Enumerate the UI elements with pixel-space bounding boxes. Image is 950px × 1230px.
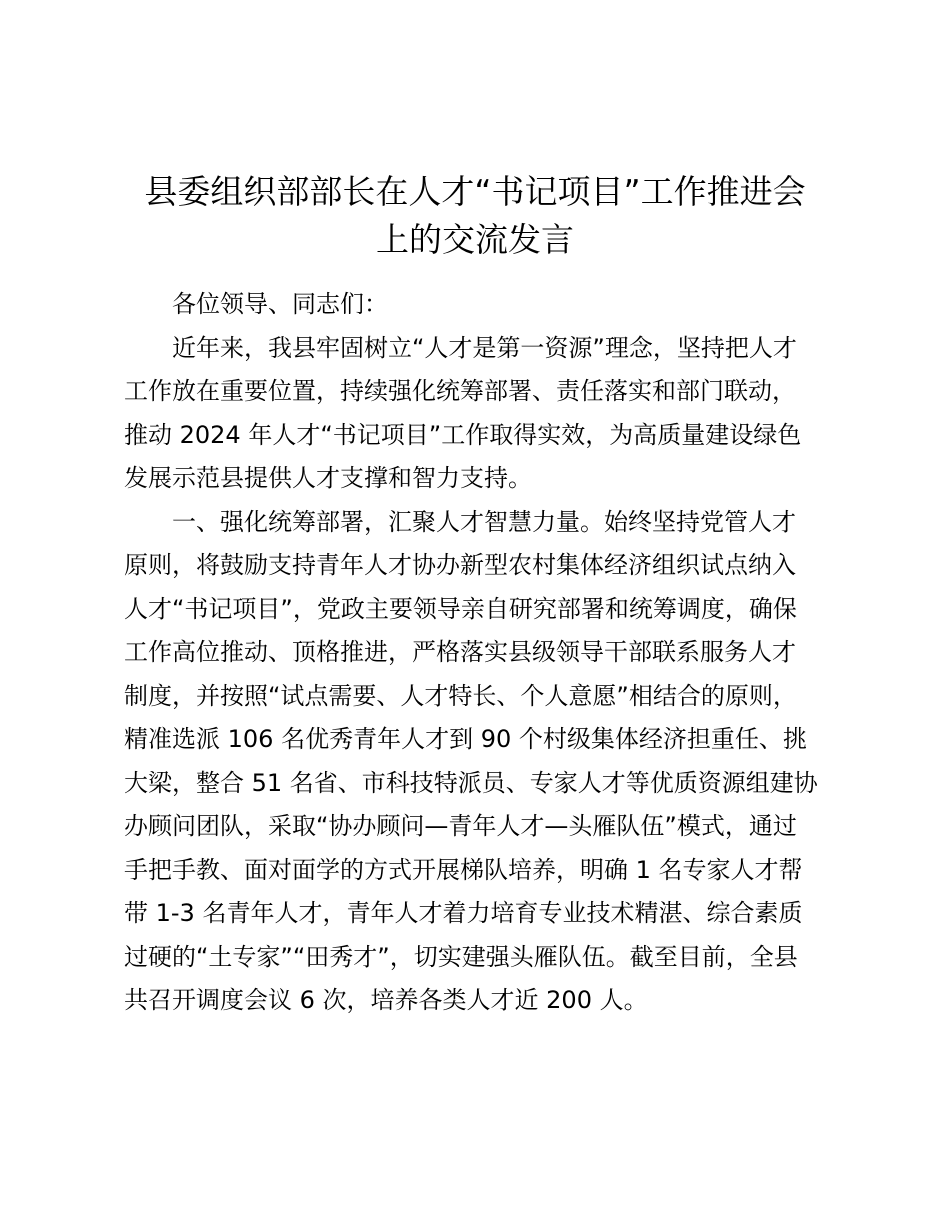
paragraph-line: 工作放在重要位置，持续强化统筹部署、责任落实和部门联动， (124, 377, 796, 405)
paragraph-line: 近年来，我县牢固树立“人才是第一资源”理念，坚持把人才 (172, 333, 797, 362)
title-line: 县委组织部部长在人才“书记项目”工作推进会 (144, 172, 806, 211)
paragraph-intro (124, 327, 836, 501)
paragraph-line: 一、强化统筹部署，汇聚人才智慧力量。始终坚持党管人才 (172, 507, 796, 536)
paragraph-line: 办顾问团队，采取“协办顾问—青年人才—头雁队伍”模式，通过 (124, 812, 797, 840)
title-line: 上的交流发言 (376, 220, 574, 259)
paragraph-line: 精准选派 106 名优秀青年人才到 90 个村级集体经济担重任、挑 (124, 725, 807, 753)
paragraph-line: 制度，并按照“试点需要、人才特长、个人意愿”相结合的原则， (124, 681, 797, 710)
paragraph-line: 人才“书记项目”，党政主要领导亲自研究部署和统筹调度，确保 (124, 594, 797, 623)
paragraph-line: 过硬的“土专家”“田秀才”，切实建强头雁队伍。截至目前，全县 (124, 942, 798, 971)
paragraph-line: 带 1-3 名青年人才，青年人才着力培育专业技术精湛、综合素质 (124, 899, 803, 927)
paragraph-line: 手把手教、面对面学的方式开展梯队培养，明确 1 名专家人才帮 (124, 855, 803, 884)
paragraph-line: 发展示范县提供人才支撑和智力支持。 (124, 464, 532, 492)
document-title (120, 168, 830, 264)
paragraph-line: 推动 2024 年人才“书记项目”工作取得实效，为高质量建设绿色 (124, 420, 802, 449)
paragraph-line: 工作高位推动、顶格推进，严格落实县级领导干部联系服务人才 (124, 638, 796, 666)
paragraph-section-one (124, 501, 836, 1023)
document-body (124, 283, 836, 1023)
paragraph-line: 共召开调度会议 6 次，培养各类人才近 200 人。 (124, 986, 648, 1014)
paragraph-line: 大梁，整合 51 名省、市科技特派员、专家人才等优质资源组建协 (124, 768, 818, 797)
paragraph-line: 原则，将鼓励支持青年人才协办新型农村集体经济组织试点纳入 (124, 551, 796, 579)
salutation: 各位领导、同志们： (172, 290, 388, 318)
